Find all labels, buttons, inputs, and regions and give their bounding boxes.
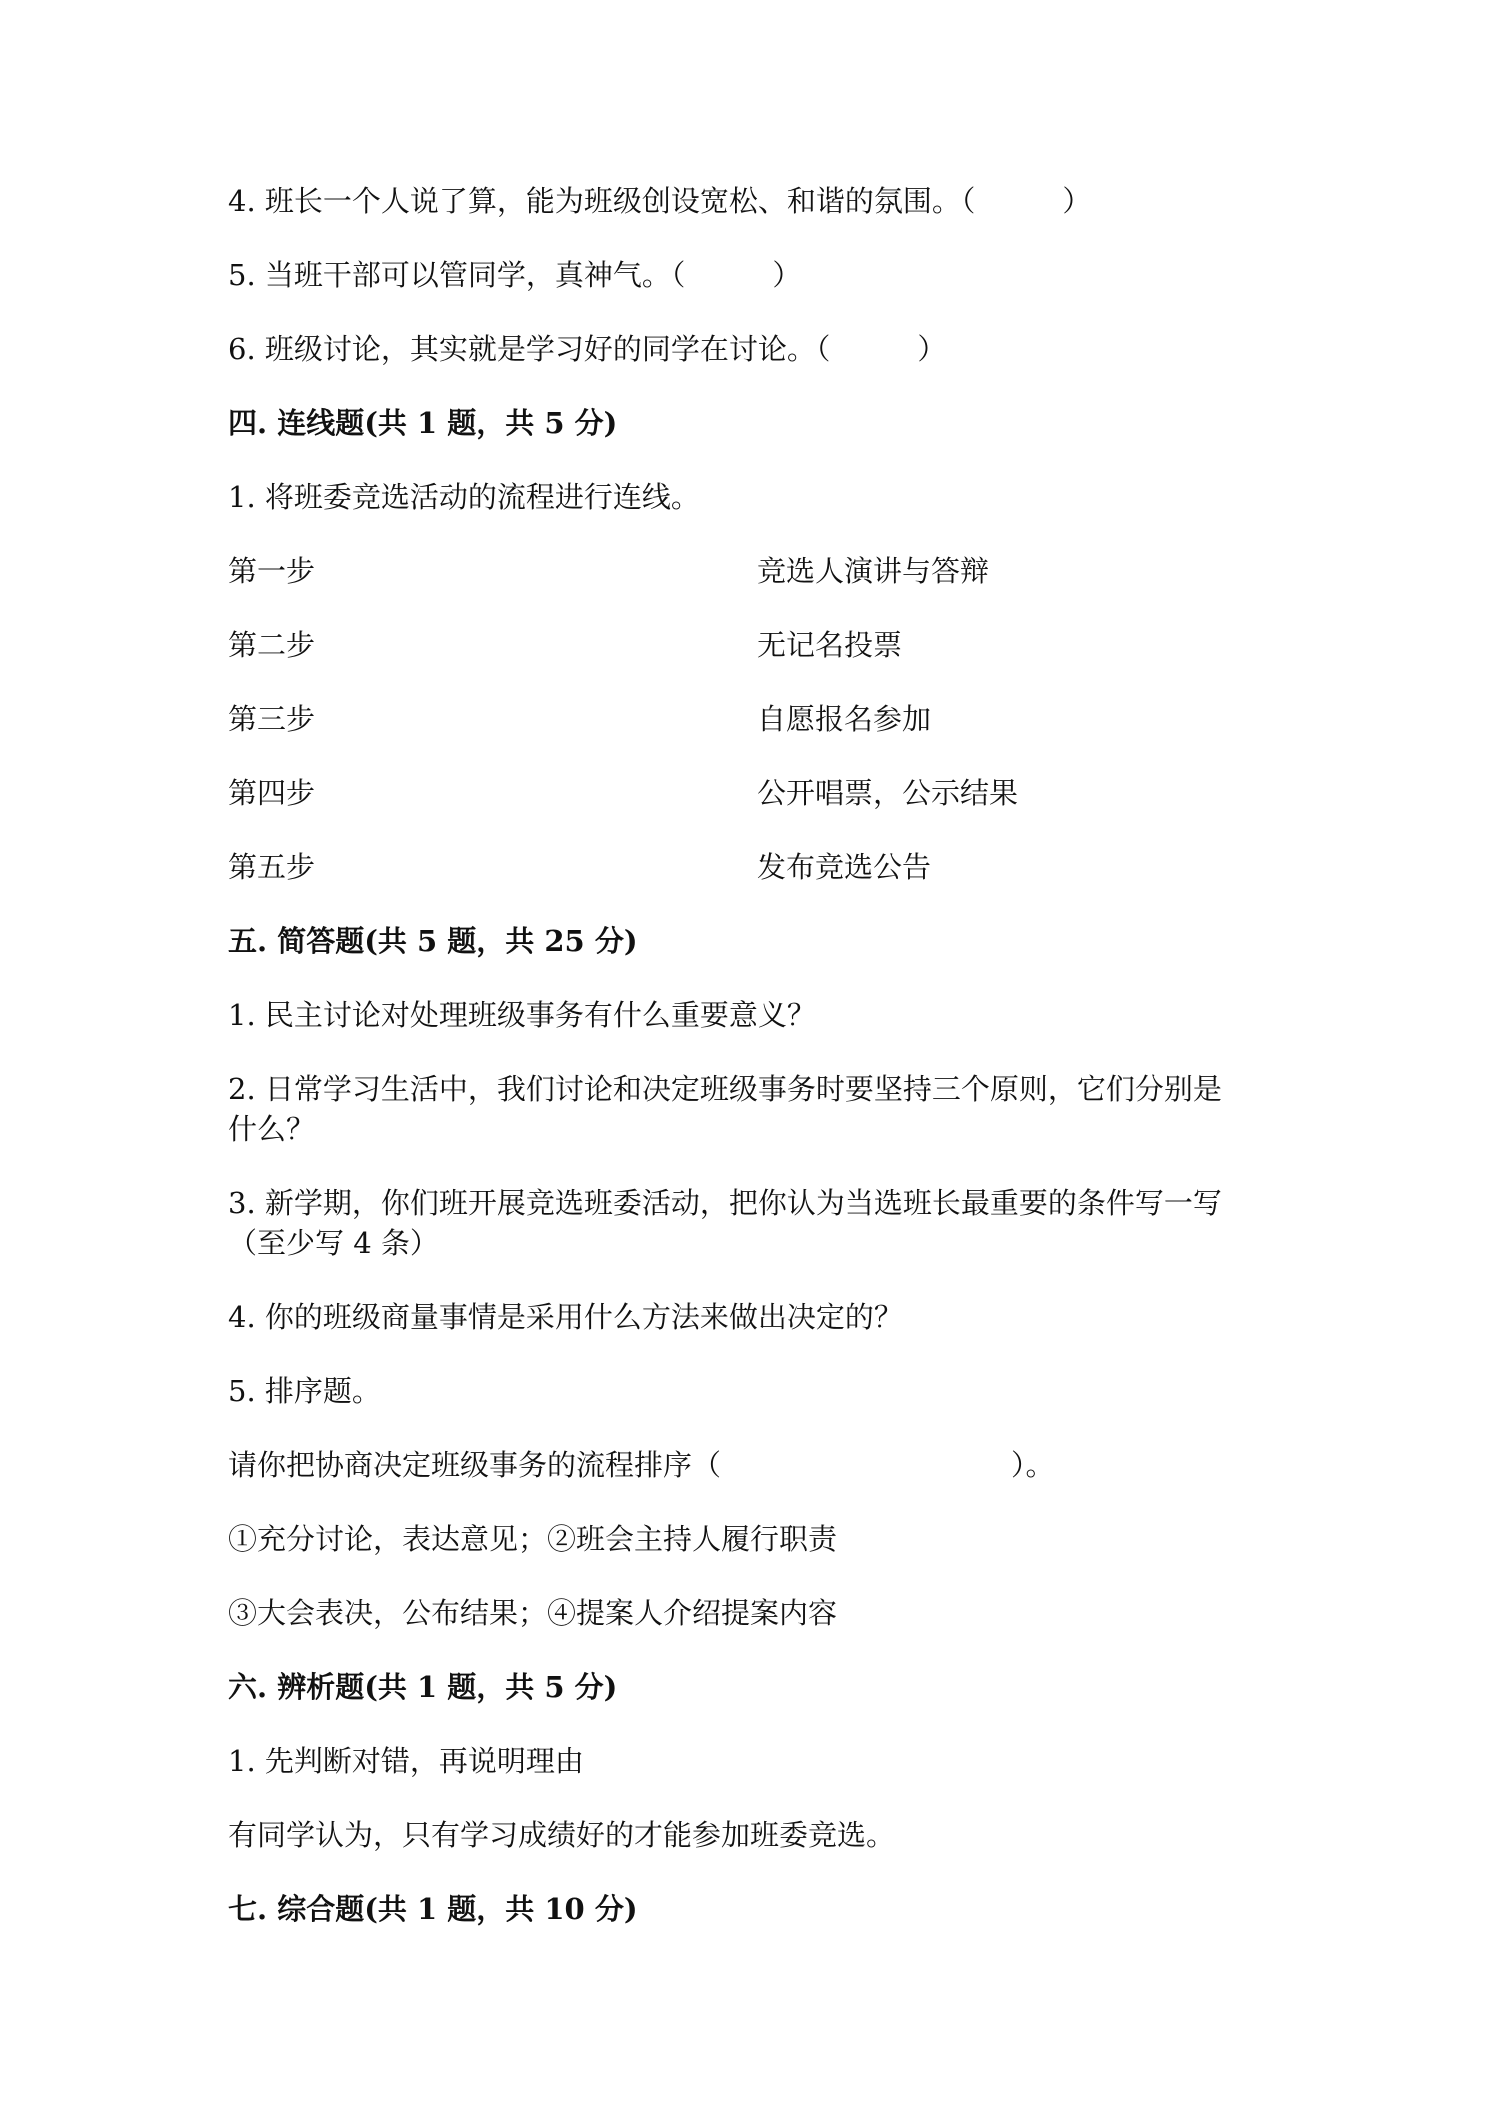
- ordering-options-line-1: ①充分讨论，表达意见；②班会主持人履行职责: [228, 1522, 838, 1556]
- matching-left-item: 第四步: [228, 776, 316, 810]
- matching-right-item: 竞选人演讲与答辩: [757, 554, 990, 588]
- matching-right-item: 发布竞选公告: [757, 850, 932, 884]
- judgment-question-5: 5. 当班干部可以管同学，真神气。（ ）: [228, 258, 802, 292]
- matching-right-item: 无记名投票: [757, 628, 903, 662]
- judgment-question-4: 4. 班长一个人说了算，能为班级创设宽松、和谐的氛围。（ ）: [228, 184, 1092, 218]
- short-answer-question-5: 5. 排序题。: [228, 1374, 381, 1408]
- section-heading-analysis: 六. 辨析题(共 1 题，共 5 分): [228, 1670, 618, 1704]
- judgment-question-6: 6. 班级讨论，其实就是学习好的同学在讨论。（ ）: [228, 332, 947, 366]
- matching-left-item: 第三步: [228, 702, 316, 736]
- short-answer-question-3-continued: （至少写 4 条）: [228, 1226, 439, 1260]
- short-answer-question-2-continued: 什么？: [228, 1112, 316, 1146]
- short-answer-question-3: 3. 新学期，你们班开展竞选班委活动，把你认为当选班长最重要的条件写一写: [228, 1186, 1222, 1220]
- matching-left-item: 第一步: [228, 554, 316, 588]
- short-answer-question-2: 2. 日常学习生活中，我们讨论和决定班级事务时要坚持三个原则，它们分别是: [228, 1072, 1222, 1106]
- ordering-prompt: 请你把协商决定班级事务的流程排序（ ）。: [228, 1448, 1055, 1482]
- matching-left-item: 第五步: [228, 850, 316, 884]
- analysis-statement: 有同学认为，只有学习成绩好的才能参加班委竞选。: [228, 1818, 896, 1852]
- section-heading-matching: 四. 连线题(共 1 题，共 5 分): [228, 406, 618, 440]
- matching-left-item: 第二步: [228, 628, 316, 662]
- section-heading-short-answer: 五. 简答题(共 5 题，共 25 分): [228, 924, 638, 958]
- ordering-options-line-2: ③大会表决，公布结果；④提案人介绍提案内容: [228, 1596, 838, 1630]
- short-answer-question-4: 4. 你的班级商量事情是采用什么方法来做出决定的？: [228, 1300, 903, 1334]
- short-answer-question-1: 1. 民主讨论对处理班级事务有什么重要意义？: [228, 998, 816, 1032]
- section-heading-comprehensive: 七. 综合题(共 1 题，共 10 分): [228, 1892, 638, 1926]
- matching-question-1: 1. 将班委竞选活动的流程进行连线。: [228, 480, 700, 514]
- analysis-question-1: 1. 先判断对错，再说明理由: [228, 1744, 584, 1778]
- matching-right-item: 自愿报名参加: [757, 702, 932, 736]
- matching-right-item: 公开唱票，公示结果: [757, 776, 1019, 810]
